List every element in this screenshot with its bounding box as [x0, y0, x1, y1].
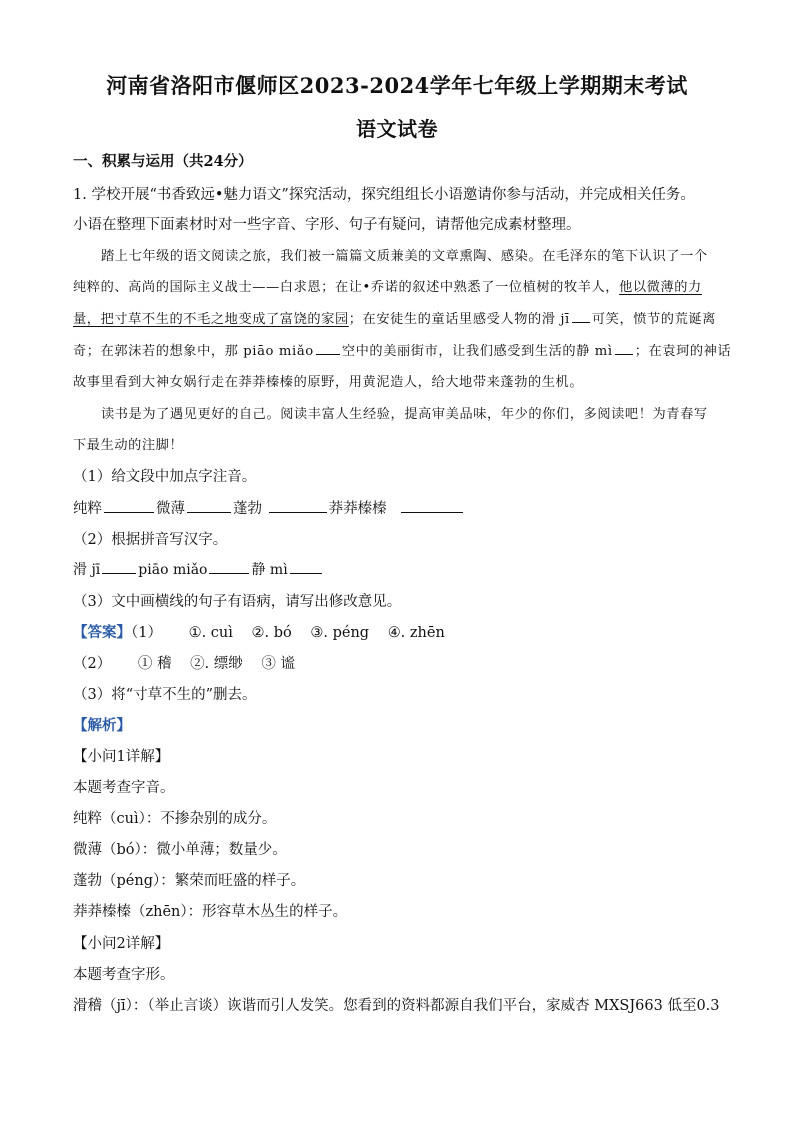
pinyin-blanks-row	[73, 497, 465, 518]
answer-blank[interactable]	[615, 342, 633, 355]
pinyin: piāo miǎo	[138, 562, 208, 578]
sub-question-3: （3）文中画横线的句子有语病，请写出修改意见。	[73, 594, 402, 610]
answer-row-2	[73, 652, 295, 673]
answer-item: ④. zhēn	[387, 625, 445, 641]
answer-row-3: （3）将“寸草不生的”删去。	[73, 687, 257, 703]
answer-part: （2）	[73, 656, 112, 672]
section-heading: 一、积累与运用（共24分）	[73, 153, 253, 170]
word: 莽莽榛榛	[328, 501, 387, 517]
question-intro-2: 小语在整理下面素材时对一些字音、字形、句子有疑问，请帮他完成素材整理。	[73, 217, 581, 233]
answer-item: ①. cuì	[188, 625, 233, 641]
detail-intro-1: 本题考查字音。	[73, 780, 175, 796]
answer-item: ③ 谧	[261, 656, 295, 672]
passage-line-6: 读书是为了遇见更好的自己。阅读丰富人生经验，提高审美品味，年少的你们，多阅读吧！为青春写	[101, 407, 708, 422]
answer-item: ③. péng	[310, 625, 370, 641]
answer-blank[interactable]	[209, 561, 249, 574]
answer-blank[interactable]	[104, 500, 154, 513]
detail-item: 纯粹（cuì）：不掺杂别的成分。	[73, 811, 277, 827]
word: 蓬勃	[233, 501, 262, 517]
pinyin: 滑 jī	[73, 562, 101, 578]
passage-text: 空中的美丽街市，让我们感受到生活的静 mì	[341, 344, 613, 359]
passage-text: 可笑，愤节的荒诞离	[591, 312, 716, 327]
question-intro: 1. 学校开展“书香致远•魅力语文”探究活动，探究组组长小语邀请你参与活动，并完成相关任务。	[73, 187, 695, 203]
answer-blank[interactable]	[316, 342, 340, 355]
passage-text: 奇；在郭沫若的想象中，那 piāo miǎo	[73, 344, 314, 359]
passage-line-5: 故事里看到大神女娲行走在莽莽榛榛的原野，用黄泥造人，给大地带来蓬勃的生机。	[73, 375, 584, 390]
word: 纯粹	[73, 501, 102, 517]
passage-line-7: 下最生动的注脚！	[73, 438, 184, 453]
passage-line-3	[73, 308, 716, 327]
answer-item: ②. bó	[251, 625, 292, 641]
detail-heading-2: 【小问2详解】	[73, 936, 170, 952]
underlined-sentence: 他以微薄的力	[619, 280, 702, 295]
answer-item: ②. 缥缈	[190, 656, 243, 672]
hanzi-blanks-row	[73, 559, 324, 579]
passage-text: 纯粹的、高尚的国际主义战士——白求恩；在让•乔诺的叙述中熟悉了一位植树的牧羊人，	[73, 280, 620, 295]
detail-item: 蓬勃（péng）：繁荣而旺盛的样子。	[73, 873, 306, 889]
answer-blank[interactable]	[187, 500, 231, 513]
detail-intro-2: 本题考查字形。	[73, 967, 175, 983]
analysis-label: 【解析】	[73, 717, 131, 734]
answer-label: 【答案】	[73, 624, 131, 641]
answer-blank[interactable]	[102, 561, 136, 574]
pinyin: 静 mì	[251, 562, 288, 578]
exam-title: 河南省洛阳市偃师区2023-2024学年七年级上学期期末考试	[106, 73, 688, 98]
detail-item: 微薄（bó）：微小单薄；数量少。	[73, 842, 287, 858]
answer-blank[interactable]	[572, 310, 590, 323]
answer-row-1	[73, 621, 445, 642]
word: 微薄	[156, 501, 185, 517]
answer-blank[interactable]	[290, 561, 322, 574]
sub-question-2: （2）根据拼音写汉字。	[73, 532, 228, 548]
detail-heading-1: 【小问1详解】	[73, 749, 170, 765]
passage-line-4	[73, 340, 731, 359]
underlined-sentence: 量，把寸草不生的不毛之地变成了富饶的家园	[73, 312, 349, 327]
sub-question-1: （1）给文段中加点字注音。	[73, 469, 257, 485]
passage-line-1: 踏上七年级的语文阅读之旅，我们被一篇篇文质兼美的文章熏陶、感染。在毛泽东的笔下认识了一个	[101, 249, 708, 264]
answer-blank[interactable]	[269, 500, 327, 513]
answer-blank[interactable]	[401, 500, 463, 513]
passage-text: ；在安徒生的童话里感受人物的滑 jī	[348, 312, 570, 327]
answer-item: ① 稽	[137, 656, 172, 672]
exam-subtitle: 语文试卷	[356, 117, 438, 141]
detail-item-last: 滑稽（jī）：（举止言谈）诙谐而引人发笑。您看到的资料都源自我们平台，家威杏 MXSJ663 低至0.3	[73, 998, 720, 1014]
detail-item: 莽莽榛榛（zhēn）：形容草木丛生的样子。	[73, 904, 348, 920]
passage-line-2	[73, 276, 702, 295]
answer-part: （1）	[131, 625, 162, 641]
passage-text: ；在袁珂的神话	[634, 344, 732, 359]
